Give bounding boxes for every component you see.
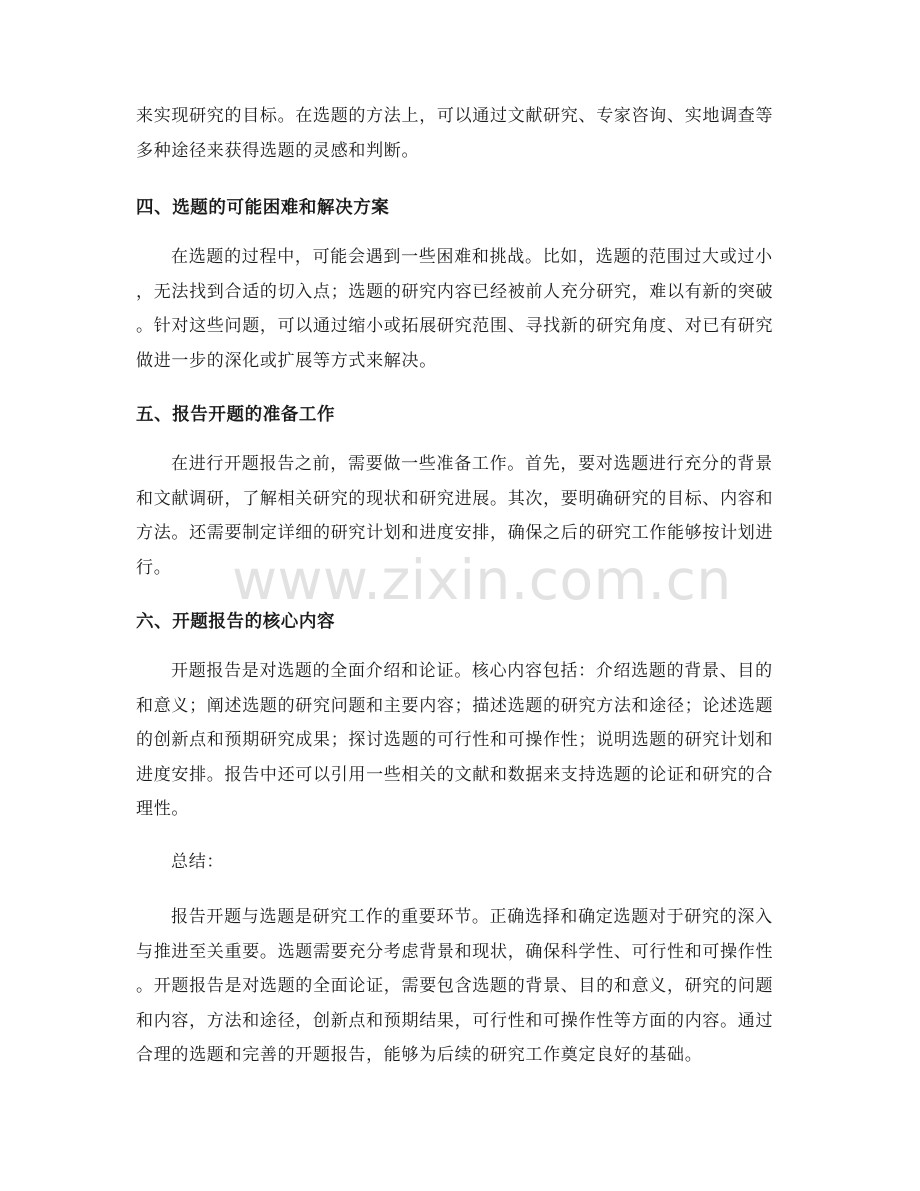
intro-paragraph: [136, 99, 786, 168]
paragraph-line: 和文献调研，了解相关研究的现状和研究进展。其次，要明确研究的目标、内容和: [136, 488, 774, 509]
watermark: www.zixin.com.cn: [232, 548, 732, 612]
section-6-paragraph: [136, 654, 786, 827]
paragraph-line: 的创新点和预期研究成果；探讨选题的可行性和可操作性；说明选题的研究计划和: [136, 730, 774, 750]
paragraph-line: 方法。还需要制定详细的研究计划和进度安排，确保之后的研究工作能够按计划进: [136, 523, 774, 543]
paragraph-line: 进度安排。报告中还可以引用一些相关的文献和数据来支持选题的论证和研究的合: [136, 764, 774, 785]
section-heading: 六、开题报告的核心内容: [136, 612, 336, 632]
section-4-heading: [136, 191, 786, 226]
paragraph-line: 和内容，方法和途径，创新点和预期结果，可行性和可操作性等方面的内容。通过: [136, 1010, 774, 1031]
paragraph-line: 合理的选题和完善的开题报告，能够为后续的研究工作奠定良好的基础。: [136, 1045, 703, 1065]
paragraph-line: 做进一步的深化或扩展等方式来解决。: [136, 350, 437, 371]
section-5-heading: [136, 398, 786, 433]
summary-paragraph: [136, 900, 786, 1073]
paragraph-line: 开题报告是对选题的全面介绍和论证。核心内容包括：介绍选题的背景、目的: [171, 661, 773, 681]
paragraph-line: 与推进至关重要。选题需要充分考虑背景和现状，确保科学性、可行性和可操作性: [136, 941, 774, 962]
paragraph-line: 来实现研究的目标。在选题的方法上，可以通过文献研究、专家咨询、实地调查等: [136, 106, 774, 126]
section-4-paragraph: [136, 240, 786, 378]
paragraph-line: ，无法找到合适的切入点；选题的研究内容已经被前人充分研究，难以有新的突破: [136, 281, 774, 302]
paragraph-line: 。针对这些问题，可以通过缩小或拓展研究范围、寻找新的研究角度、对已有研究: [136, 316, 774, 336]
paragraph-line: 理性。: [136, 799, 190, 819]
summary-label: 总结：: [171, 852, 225, 872]
paragraph-line: 在选题的过程中，可能会遇到一些困难和挑战。比如，选题的范围过大或过小: [171, 247, 773, 267]
paragraph-line: 和意义；阐述选题的研究问题和主要内容；描述选题的研究方法和途径；论述选题: [136, 695, 774, 716]
paragraph-line: 。开题报告是对选题的全面论证，需要包含选题的背景、目的和意义，研究的问题: [136, 976, 774, 996]
section-heading: 五、报告开题的准备工作: [136, 405, 336, 425]
paragraph-line: 多种途径来获得选题的灵感和判断。: [136, 140, 420, 161]
paragraph-line: 在进行开题报告之前，需要做一些准备工作。首先，要对选题进行充分的背景: [171, 454, 773, 474]
paragraph-line: 报告开题与选题是研究工作的重要环节。正确选择和确定选题对于研究的深入: [171, 907, 773, 927]
summary-label-block: [136, 845, 786, 880]
section-heading: 四、选题的可能困难和解决方案: [136, 198, 390, 218]
paragraph-line: 行。: [136, 557, 172, 578]
